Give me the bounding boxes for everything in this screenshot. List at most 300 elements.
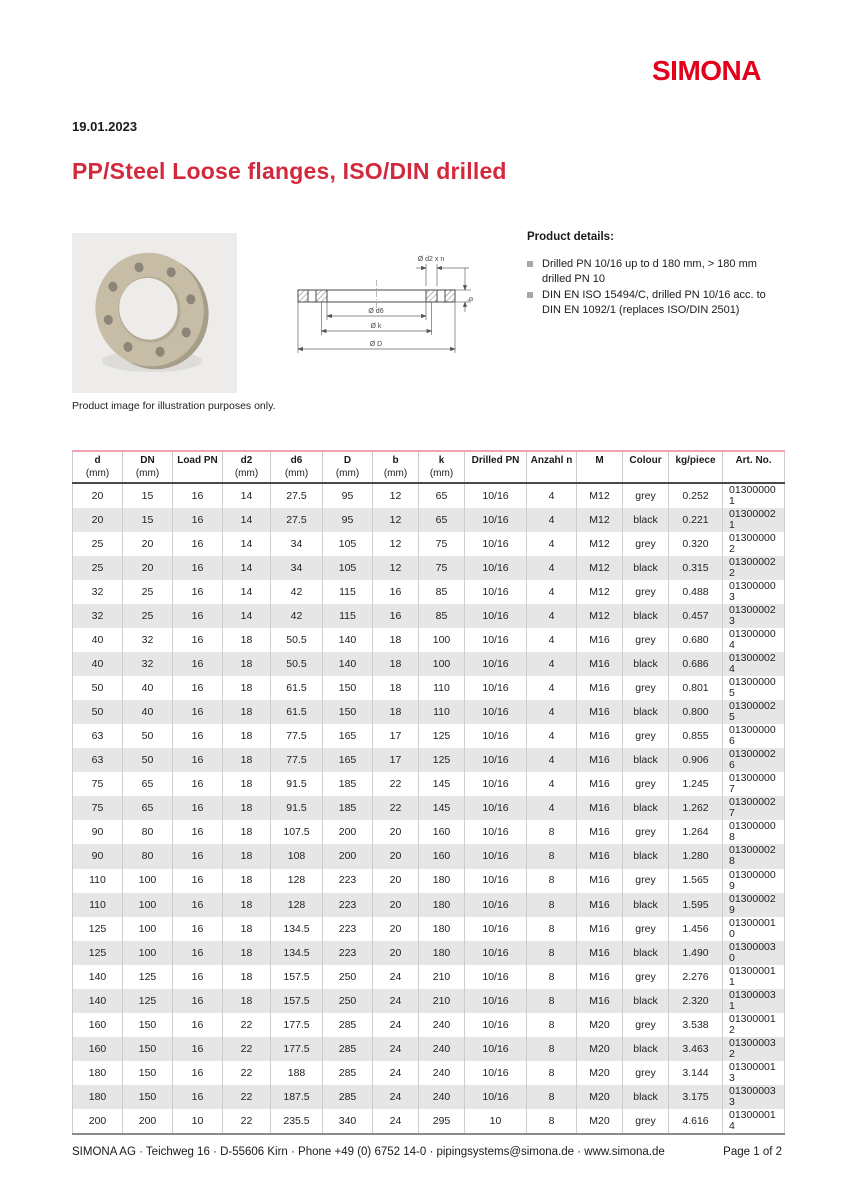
cell-value: grey xyxy=(623,724,669,748)
cell-value: 100 xyxy=(419,652,465,676)
cell-value: 8 xyxy=(527,1109,577,1134)
table-row xyxy=(73,893,785,917)
cell-value: 0.855 xyxy=(669,724,723,748)
cell-value: 85 xyxy=(419,604,465,628)
cell-value: 100 xyxy=(123,869,173,893)
cell-value: 210 xyxy=(419,965,465,989)
cell-value: 185 xyxy=(323,772,373,796)
cell-value: 25 xyxy=(73,532,123,556)
cell-value: 34 xyxy=(271,532,323,556)
column-header: d (mm) xyxy=(73,451,123,483)
cell-value: 105 xyxy=(323,556,373,580)
cell-art-no: 013000031 xyxy=(723,989,785,1013)
column-header: kg/piece xyxy=(669,451,723,483)
cell-art-no: 013000030 xyxy=(723,941,785,965)
cell-value: M12 xyxy=(577,556,623,580)
cell-art-no: 013000010 xyxy=(723,917,785,941)
cell-value: 20 xyxy=(373,869,419,893)
cell-value: 10/16 xyxy=(465,796,527,820)
cell-value: 16 xyxy=(173,820,223,844)
cell-art-no: 013000005 xyxy=(723,676,785,700)
cell-value: 10/16 xyxy=(465,1085,527,1109)
cell-value: 20 xyxy=(73,483,123,508)
cell-value: 150 xyxy=(323,676,373,700)
cell-value: 4 xyxy=(527,796,577,820)
cell-value: 12 xyxy=(373,532,419,556)
flange-section-drawing xyxy=(288,250,476,368)
table-row xyxy=(73,869,785,893)
cell-value: 134.5 xyxy=(271,917,323,941)
cell-value: 10/16 xyxy=(465,508,527,532)
cell-value: 4 xyxy=(527,628,577,652)
cell-value: 10/16 xyxy=(465,844,527,868)
cell-value: 110 xyxy=(73,869,123,893)
cell-value: 61.5 xyxy=(271,676,323,700)
cell-art-no: 013000022 xyxy=(723,556,785,580)
cell-value: 128 xyxy=(271,893,323,917)
cell-art-no: 013000027 xyxy=(723,796,785,820)
cell-value: 16 xyxy=(173,1013,223,1037)
cell-value: 63 xyxy=(73,724,123,748)
cell-value: 0.801 xyxy=(669,676,723,700)
cell-value: 63 xyxy=(73,748,123,772)
table-row xyxy=(73,820,785,844)
table-header-row xyxy=(73,451,785,483)
cell-value: 8 xyxy=(527,917,577,941)
cell-value: 91.5 xyxy=(271,772,323,796)
cell-value: 24 xyxy=(373,1061,419,1085)
table-row xyxy=(73,965,785,989)
cell-value: 75 xyxy=(73,796,123,820)
cell-value: 16 xyxy=(173,580,223,604)
cell-value: 17 xyxy=(373,724,419,748)
cell-value: 18 xyxy=(223,941,271,965)
cell-value: 4 xyxy=(527,748,577,772)
cell-value: 10/16 xyxy=(465,652,527,676)
cell-value: grey xyxy=(623,676,669,700)
table-row xyxy=(73,604,785,628)
table-row xyxy=(73,941,785,965)
cell-art-no: 013000002 xyxy=(723,532,785,556)
cell-value: 165 xyxy=(323,724,373,748)
cell-value: black xyxy=(623,556,669,580)
cell-value: 188 xyxy=(271,1061,323,1085)
table-row xyxy=(73,1109,785,1134)
cell-value: 16 xyxy=(173,724,223,748)
cell-value: 16 xyxy=(173,676,223,700)
cell-value: 250 xyxy=(323,965,373,989)
column-header: b (mm) xyxy=(373,451,419,483)
cell-value: 16 xyxy=(173,796,223,820)
cell-value: 0.315 xyxy=(669,556,723,580)
cell-value: 40 xyxy=(73,652,123,676)
cell-value: 20 xyxy=(373,844,419,868)
cell-value: 22 xyxy=(223,1109,271,1134)
cell-value: 24 xyxy=(373,1109,419,1134)
cell-value: 125 xyxy=(73,941,123,965)
cell-value: 10/16 xyxy=(465,989,527,1013)
cell-value: 125 xyxy=(123,965,173,989)
cell-value: 24 xyxy=(373,965,419,989)
cell-value: 0.800 xyxy=(669,700,723,724)
cell-value: 16 xyxy=(173,989,223,1013)
column-header: Colour xyxy=(623,451,669,483)
table-row xyxy=(73,508,785,532)
cell-value: 10/16 xyxy=(465,676,527,700)
cell-value: grey xyxy=(623,1109,669,1134)
cell-value: 235.5 xyxy=(271,1109,323,1134)
cell-art-no: 013000001 xyxy=(723,483,785,508)
cell-value: 285 xyxy=(323,1037,373,1061)
cell-value: 80 xyxy=(123,820,173,844)
footer-address: SIMONA AG · Teichweg 16 · D-55606 Kirn · Phone +49 (0) 6752 14-0 · pipingsystems@simona.de · www.simona.de xyxy=(72,1146,665,1158)
cell-value: 32 xyxy=(73,580,123,604)
cell-value: 180 xyxy=(73,1085,123,1109)
cell-value: 12 xyxy=(373,483,419,508)
cell-value: 140 xyxy=(323,628,373,652)
cell-value: 14 xyxy=(223,483,271,508)
cell-value: 150 xyxy=(323,700,373,724)
cell-value: 65 xyxy=(419,508,465,532)
cell-value: black xyxy=(623,748,669,772)
cell-value: 42 xyxy=(271,580,323,604)
cell-value: 16 xyxy=(173,483,223,508)
cell-value: black xyxy=(623,893,669,917)
cell-value: 110 xyxy=(73,893,123,917)
cell-art-no: 013000006 xyxy=(723,724,785,748)
cell-value: 20 xyxy=(123,556,173,580)
cell-value: M20 xyxy=(577,1109,623,1134)
column-header: Drilled PN xyxy=(465,451,527,483)
cell-value: 18 xyxy=(223,820,271,844)
cell-value: 145 xyxy=(419,796,465,820)
cell-value: 157.5 xyxy=(271,965,323,989)
cell-value: 85 xyxy=(419,580,465,604)
cell-value: black xyxy=(623,604,669,628)
cell-value: 140 xyxy=(73,965,123,989)
cell-value: black xyxy=(623,941,669,965)
cell-value: 285 xyxy=(323,1085,373,1109)
cell-value: 340 xyxy=(323,1109,373,1134)
table-row xyxy=(73,700,785,724)
cell-value: 4 xyxy=(527,652,577,676)
cell-value: 65 xyxy=(123,772,173,796)
cell-value: 4 xyxy=(527,508,577,532)
cell-value: 3.538 xyxy=(669,1013,723,1037)
cell-value: black xyxy=(623,989,669,1013)
table-row xyxy=(73,1061,785,1085)
cell-value: 0.221 xyxy=(669,508,723,532)
table-row xyxy=(73,1013,785,1037)
cell-value: 177.5 xyxy=(271,1037,323,1061)
table-row xyxy=(73,989,785,1013)
flange-photo-illustration xyxy=(72,233,237,393)
cell-value: 50 xyxy=(123,748,173,772)
technical-drawing xyxy=(288,250,476,368)
cell-value: 65 xyxy=(123,796,173,820)
cell-art-no: 013000008 xyxy=(723,820,785,844)
cell-value: 8 xyxy=(527,820,577,844)
cell-value: 10/16 xyxy=(465,1013,527,1037)
cell-value: 14 xyxy=(223,580,271,604)
cell-value: 18 xyxy=(223,700,271,724)
cell-value: 25 xyxy=(123,604,173,628)
page-title: PP/Steel Loose flanges, ISO/DIN drilled xyxy=(72,158,507,184)
cell-value: black xyxy=(623,652,669,676)
cell-value: grey xyxy=(623,869,669,893)
cell-value: 16 xyxy=(173,532,223,556)
cell-value: grey xyxy=(623,965,669,989)
cell-value: 150 xyxy=(123,1037,173,1061)
cell-value: 25 xyxy=(73,556,123,580)
document-date: 19.01.2023 xyxy=(72,119,138,134)
cell-value: 115 xyxy=(323,580,373,604)
cell-value: 50.5 xyxy=(271,652,323,676)
cell-value: 22 xyxy=(373,772,419,796)
cell-value: M12 xyxy=(577,604,623,628)
cell-value: 180 xyxy=(419,917,465,941)
cell-value: 77.5 xyxy=(271,748,323,772)
cell-value: 32 xyxy=(123,628,173,652)
cell-art-no: 013000003 xyxy=(723,580,785,604)
cell-value: 24 xyxy=(373,989,419,1013)
cell-value: 95 xyxy=(323,508,373,532)
cell-value: 8 xyxy=(527,1037,577,1061)
cell-value: 10/16 xyxy=(465,917,527,941)
cell-value: 10/16 xyxy=(465,893,527,917)
cell-art-no: 013000009 xyxy=(723,869,785,893)
cell-value: 150 xyxy=(123,1013,173,1037)
cell-value: 185 xyxy=(323,796,373,820)
cell-value: 150 xyxy=(123,1061,173,1085)
cell-value: M20 xyxy=(577,1061,623,1085)
cell-value: 8 xyxy=(527,965,577,989)
cell-value: 10/16 xyxy=(465,580,527,604)
table-row xyxy=(73,724,785,748)
cell-value: 200 xyxy=(123,1109,173,1134)
table-row xyxy=(73,796,785,820)
cell-value: 15 xyxy=(123,508,173,532)
cell-value: 180 xyxy=(73,1061,123,1085)
cell-value: 4 xyxy=(527,700,577,724)
cell-value: 16 xyxy=(173,893,223,917)
cell-value: M16 xyxy=(577,989,623,1013)
cell-value: 24 xyxy=(373,1085,419,1109)
table-row xyxy=(73,844,785,868)
product-details-bullet xyxy=(527,288,783,317)
cell-value: 18 xyxy=(373,700,419,724)
column-header: DN (mm) xyxy=(123,451,173,483)
cell-value: 18 xyxy=(223,724,271,748)
cell-value: 18 xyxy=(223,628,271,652)
cell-art-no: 013000012 xyxy=(723,1013,785,1037)
column-header: Load PN xyxy=(173,451,223,483)
cell-value: 20 xyxy=(123,532,173,556)
cell-value: black xyxy=(623,796,669,820)
cell-value: 110 xyxy=(419,676,465,700)
cell-value: grey xyxy=(623,917,669,941)
cell-value: 140 xyxy=(73,989,123,1013)
cell-value: 18 xyxy=(223,965,271,989)
cell-value: 75 xyxy=(73,772,123,796)
cell-value: 17 xyxy=(373,748,419,772)
cell-value: 180 xyxy=(419,941,465,965)
cell-value: 285 xyxy=(323,1013,373,1037)
cell-value: 4 xyxy=(527,483,577,508)
cell-value: 10/16 xyxy=(465,700,527,724)
cell-value: M16 xyxy=(577,796,623,820)
cell-value: 1.264 xyxy=(669,820,723,844)
cell-value: 22 xyxy=(373,796,419,820)
cell-value: 8 xyxy=(527,1085,577,1109)
table-body xyxy=(73,483,785,1134)
cell-value: M20 xyxy=(577,1085,623,1109)
cell-value: 108 xyxy=(271,844,323,868)
cell-value: 10/16 xyxy=(465,532,527,556)
cell-value: 4.616 xyxy=(669,1109,723,1134)
cell-value: 18 xyxy=(223,676,271,700)
cell-value: grey xyxy=(623,1061,669,1085)
cell-value: 18 xyxy=(373,676,419,700)
table-row xyxy=(73,917,785,941)
product-photo xyxy=(72,233,237,393)
cell-value: 4 xyxy=(527,604,577,628)
table-row xyxy=(73,676,785,700)
cell-value: 100 xyxy=(123,917,173,941)
cell-value: 25 xyxy=(123,580,173,604)
cell-value: 77.5 xyxy=(271,724,323,748)
cell-value: 18 xyxy=(223,869,271,893)
cell-value: 18 xyxy=(223,772,271,796)
cell-value: grey xyxy=(623,772,669,796)
square-bullet-icon xyxy=(527,261,533,267)
cell-value: 16 xyxy=(173,1085,223,1109)
cell-value: 100 xyxy=(123,893,173,917)
cell-value: 16 xyxy=(173,772,223,796)
cell-value: 8 xyxy=(527,989,577,1013)
cell-value: 50 xyxy=(73,676,123,700)
cell-value: 16 xyxy=(173,1061,223,1085)
cell-value: 20 xyxy=(373,917,419,941)
cell-art-no: 013000028 xyxy=(723,844,785,868)
cell-value: 4 xyxy=(527,556,577,580)
cell-value: 10/16 xyxy=(465,724,527,748)
cell-value: 24 xyxy=(373,1013,419,1037)
cell-value: 16 xyxy=(173,965,223,989)
cell-value: M12 xyxy=(577,483,623,508)
cell-value: 128 xyxy=(271,869,323,893)
cell-value: 100 xyxy=(123,941,173,965)
cell-value: grey xyxy=(623,1013,669,1037)
cell-value: 18 xyxy=(223,893,271,917)
cell-value: 115 xyxy=(323,604,373,628)
cell-value: M16 xyxy=(577,820,623,844)
cell-value: 285 xyxy=(323,1061,373,1085)
cell-value: 16 xyxy=(173,748,223,772)
product-details xyxy=(527,231,783,319)
cell-art-no: 013000021 xyxy=(723,508,785,532)
bullet-text: DIN EN ISO 15494/C, drilled PN 10/16 acc. to DIN EN 1092/1 (replaces ISO/DIN 2501) xyxy=(542,289,766,316)
cell-value: 16 xyxy=(173,844,223,868)
cell-value: M16 xyxy=(577,628,623,652)
table-row xyxy=(73,628,785,652)
cell-value: M16 xyxy=(577,676,623,700)
table-row xyxy=(73,556,785,580)
dim-label-k: Ø k xyxy=(370,323,382,330)
cell-value: 240 xyxy=(419,1085,465,1109)
product-details-heading: Product details: xyxy=(527,231,614,243)
cell-value: 16 xyxy=(173,917,223,941)
cell-value: M16 xyxy=(577,869,623,893)
dim-label-D: Ø D xyxy=(369,341,383,348)
cell-value: 3.463 xyxy=(669,1037,723,1061)
cell-value: 15 xyxy=(123,483,173,508)
cell-value: 8 xyxy=(527,941,577,965)
cell-value: 150 xyxy=(123,1085,173,1109)
cell-art-no: 013000013 xyxy=(723,1061,785,1085)
table-row xyxy=(73,652,785,676)
cell-art-no: 013000023 xyxy=(723,604,785,628)
cell-value: 0.680 xyxy=(669,628,723,652)
cell-value: 65 xyxy=(419,483,465,508)
cell-value: grey xyxy=(623,483,669,508)
dim-label-b: b xyxy=(468,297,475,301)
cell-value: 24 xyxy=(373,1037,419,1061)
cell-art-no: 013000032 xyxy=(723,1037,785,1061)
cell-value: 187.5 xyxy=(271,1085,323,1109)
cell-value: 10/16 xyxy=(465,604,527,628)
cell-value: 50 xyxy=(123,724,173,748)
table-row xyxy=(73,483,785,508)
footer-page-number: Page 1 of 2 xyxy=(723,1146,782,1158)
bullet-text: Drilled PN 10/16 up to d 180 mm, > 180 mm drilled PN 10 xyxy=(542,258,757,285)
cell-value: grey xyxy=(623,580,669,604)
cell-value: 8 xyxy=(527,844,577,868)
cell-value: 125 xyxy=(73,917,123,941)
cell-value: 18 xyxy=(223,989,271,1013)
cell-value: 0.457 xyxy=(669,604,723,628)
table-row xyxy=(73,580,785,604)
cell-value: 160 xyxy=(419,820,465,844)
cell-value: 27.5 xyxy=(271,508,323,532)
cell-value: 34 xyxy=(271,556,323,580)
cell-value: 10 xyxy=(465,1109,527,1134)
cell-value: 3.144 xyxy=(669,1061,723,1085)
cell-value: grey xyxy=(623,532,669,556)
column-header: M xyxy=(577,451,623,483)
cell-value: 105 xyxy=(323,532,373,556)
cell-value: M12 xyxy=(577,580,623,604)
cell-value: 180 xyxy=(419,893,465,917)
flange-dimensions-table xyxy=(72,450,785,1135)
cell-value: 40 xyxy=(123,700,173,724)
cell-value: 50 xyxy=(73,700,123,724)
cell-value: M16 xyxy=(577,941,623,965)
cell-value: 10/16 xyxy=(465,820,527,844)
cell-value: 40 xyxy=(123,676,173,700)
cell-value: M16 xyxy=(577,748,623,772)
cell-value: 40 xyxy=(73,628,123,652)
cell-value: 20 xyxy=(373,941,419,965)
cell-value: 240 xyxy=(419,1037,465,1061)
cell-value: 18 xyxy=(223,796,271,820)
cell-value: black xyxy=(623,700,669,724)
cell-value: 95 xyxy=(323,483,373,508)
cell-value: 61.5 xyxy=(271,700,323,724)
cell-value: 18 xyxy=(223,917,271,941)
cell-art-no: 013000033 xyxy=(723,1085,785,1109)
cell-value: 0.906 xyxy=(669,748,723,772)
